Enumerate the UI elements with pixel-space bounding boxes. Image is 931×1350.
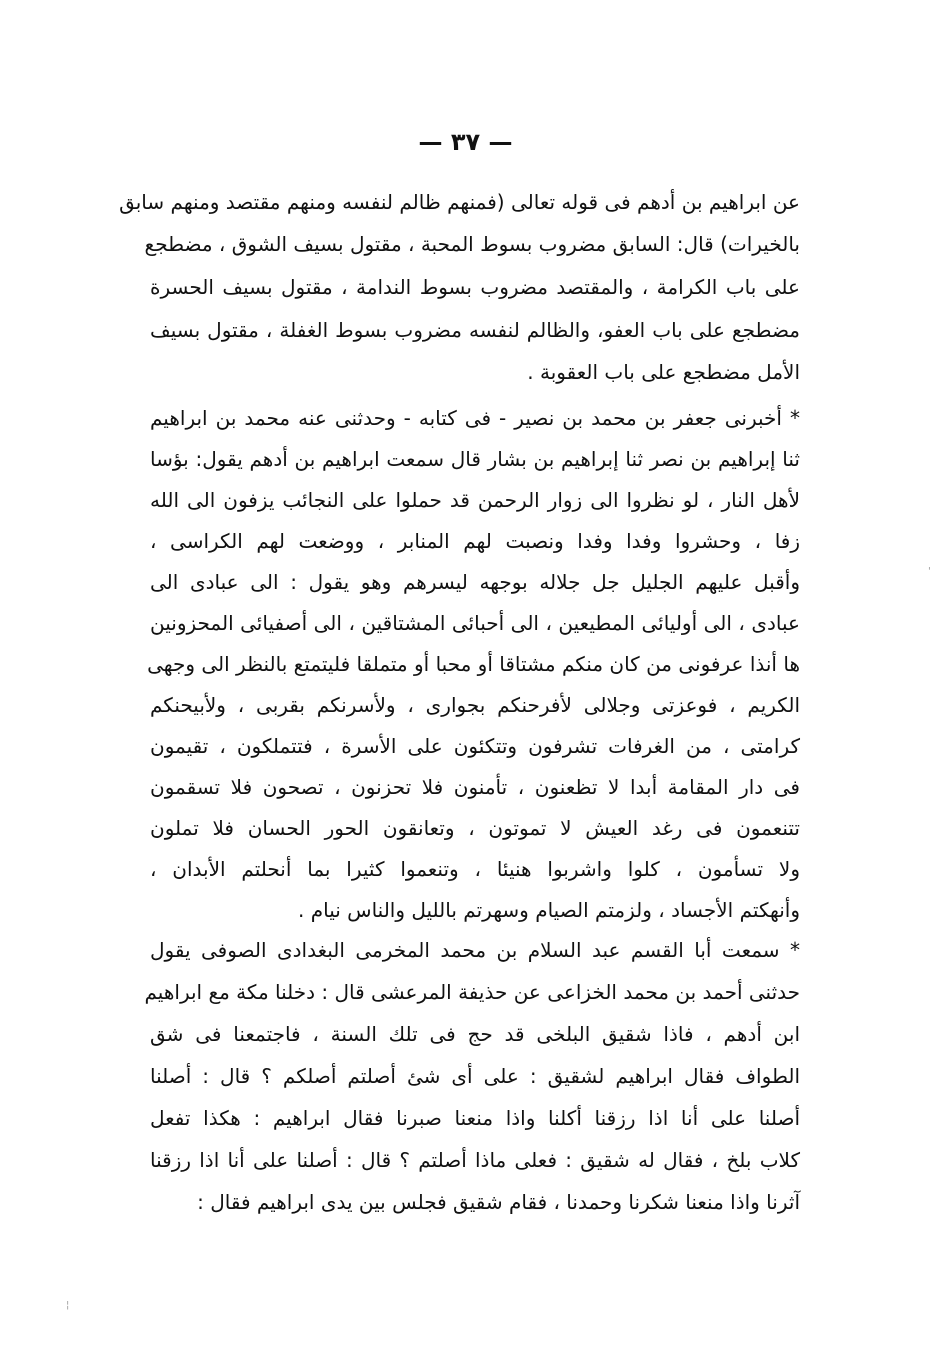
scan-speck: ' [928, 566, 931, 577]
text-line: ها أنذا عرفونى من كان منكم مشتاقا أو محبا أو متملقا فليتمتع بالنظر الى وجهى [147, 652, 800, 676]
text-line: على باب الكرامة ، والمقتصد مضروب بسوط الندامة ، مقتول بسيف الحسرة [150, 275, 800, 299]
text-line: وأنهكتم الأجساد ، ولزمتم الصيام وسهرتم بالليل والناس نيام . [298, 898, 800, 922]
text-line: مضطجع على باب العفو، والظالم لنفسه مضروب بسوط الغفلة ، مقتول بسيف [150, 318, 800, 342]
text-line: عن ابراهيم بن أدهم فى قوله تعالى (فمنهم ظالم لنفسه ومنهم مقتصد ومنهم سابق [119, 190, 800, 214]
text-line: ابن أدهم ، فاذا شقيق البلخى قد حج فى تلك السنة ، فاجتمعنا فى شق [150, 1022, 800, 1046]
page-number: — ٣٧ — [418, 128, 513, 156]
text-line: كرامتى ، من الغرفات تشرفون وتتكئون على الأسرة ، فتتملكون ، تقيمون [150, 734, 800, 758]
text-line: وأقبل عليهم الجليل جل جلاله بوجهه ليسرهم وهو يقول : الى عبادى الى [150, 570, 800, 594]
text-line: حدثنى أحمد بن محمد الخزاعى عن حذيفة المرعشى قال : دخلنا مكة مع ابراهيم [144, 980, 800, 1004]
text-line: لأهل النار ، لو نظروا الى زوار الرحمن قد حملوا على النجائب يزفون الى الله [150, 488, 800, 512]
text-line: آثرنا واذا منعنا شكرنا وحمدنا ، فقام شقيق فجلس بين يدى ابراهيم فقال : [197, 1190, 800, 1214]
text-line: * سمعت أبا القسم عبد السلام بن محمد المخرمى البغدادى الصوفى يقول [150, 938, 800, 962]
text-line: تتنعمون فى رغد العيش لا تموتون ، وتعانقون الحور الحسان فلا تملون [150, 816, 800, 840]
text-line: كلاب بلخ ، فقال له شقيق : فعلى ماذا أصلتم ؟ قال : أصلنا على أنا اذا رزقنا [150, 1148, 800, 1172]
text-line: الكريم ، فوعزتى وجلالى لأفرحنكم بجوارى ، ولأسرنكم بقربى ، ولأبيحنكم [150, 693, 800, 717]
text-line: فى دار المقامة أبدا لا تظعنون ، تأمنون فلا تحزنون ، تصحون فلا تسقمون [150, 775, 800, 799]
text-line: ولا تسأمون ، كلوا واشربوا هنيئا ، وتنعموا كثيرا بما أنحلتم الأبدان ، [150, 857, 800, 881]
text-line: الطواف فقال ابراهيم لشقيق : على أى شئ أصلتم أصلكم ؟ قال : أصلنا [150, 1064, 800, 1088]
text-line: الأمل مضطجع على باب العقوبة . [527, 360, 800, 384]
text-line: عبادى ، الى أوليائى المطيعين ، الى أحبائى المشتاقين ، الى أصفيائى المحزونين [150, 611, 800, 635]
text-line: زفا ، وحشروا وفدا وفدا ونصبت لهم المنابر ، ووضعت لهم الكراسى ، [150, 529, 800, 553]
text-line: بالخيرات) قال: السابق مضروب بسوط المحبة ، مقتول بسيف الشوق ، مضطجع [144, 232, 800, 256]
text-line: * أخبرنى جعفر بن محمد بن نصير - فى كتابه - وحدثنى عنه محمد بن ابراهيم [150, 406, 800, 430]
scan-speck: ¦ [66, 1300, 70, 1311]
text-line: أصلنا على أنا اذا رزقنا أكلنا واذا منعنا صبرنا فقال ابراهيم : هكذا تفعل [150, 1106, 800, 1130]
text-line: ثنا إبراهيم بن نصر ثنا إبراهيم بن بشار قال سمعت ابراهيم بن أدهم يقول: بؤسا [150, 447, 800, 471]
